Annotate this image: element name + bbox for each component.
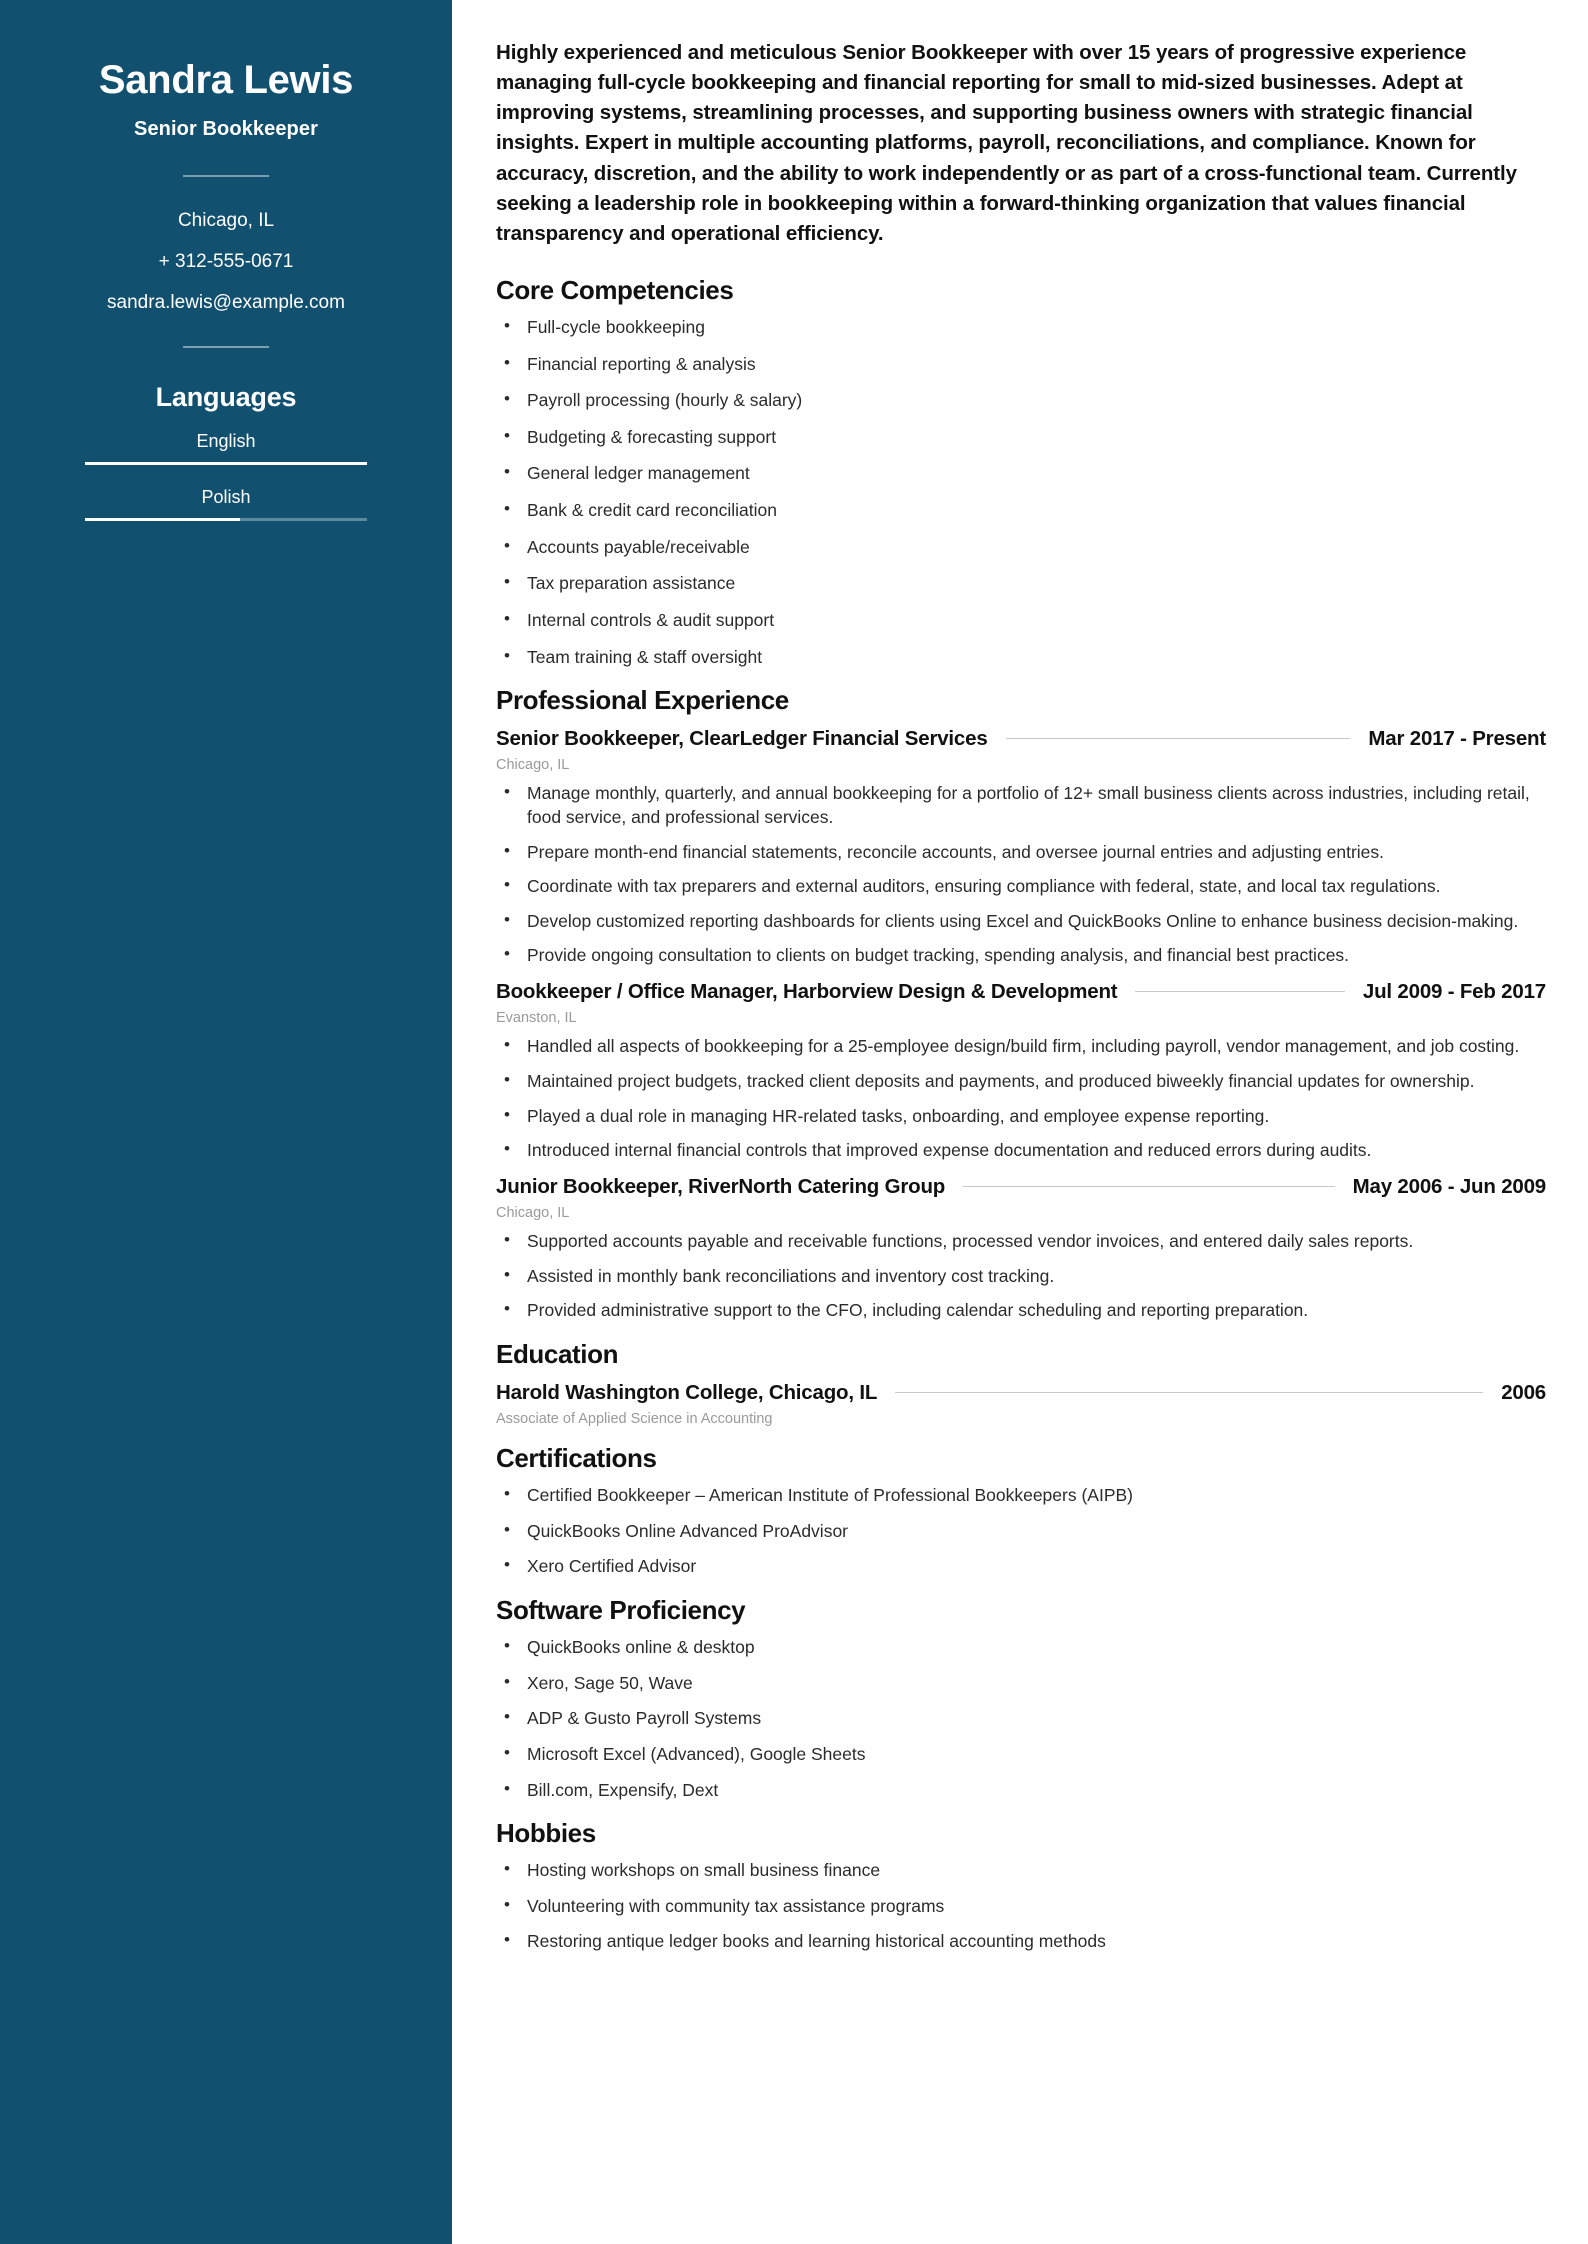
list-item: • Handled all aspects of bookkeeping for a 25-employee design/build firm, including payroll, vendor management, and job costing. <box>496 1035 1546 1059</box>
candidate-role: Senior Bookkeeper <box>134 118 318 140</box>
experience-job-title: Bookkeeper / Office Manager, Harborview Design & Development <box>496 980 1118 1004</box>
contact-phone[interactable]: + 312-555-0671 <box>158 251 294 272</box>
list-item: • Supported accounts payable and receivable functions, processed vendor invoices, and entered daily sales reports. <box>496 1230 1546 1254</box>
education-entry <box>496 1380 1546 1427</box>
list-item: • Prepare month-end financial statements, reconcile accounts, and oversee journal entries and adjusting entries. <box>496 841 1546 865</box>
section-software-proficiency <box>496 1595 1546 1802</box>
list-item: • Provided administrative support to the CFO, including calendar scheduling and reporting preparation. <box>496 1299 1546 1323</box>
professional-summary: Highly experienced and meticulous Senior Bookkeeper with over 15 years of progressive experience managing full-cycle bookkeeping and financial reporting for small to mid-sized businesses. Adept at improving systems, streamlining processes, and supporting business owners with strategic financial insights. Expert in multiple accounting platforms, payroll, reconciliations, and compliance. Known for accuracy, discretion, and the ability to work independently or as part of a cross-functional team. Currently seeking a leadership role in bookkeeping within a forward-thinking organization that values financial transparency and operational efficiency. <box>496 41 1517 245</box>
candidate-name: Sandra Lewis <box>98 58 354 102</box>
list-item: • Volunteering with community tax assistance programs <box>496 1895 1546 1919</box>
experience-bullets <box>496 1230 1546 1323</box>
language-label: English <box>196 431 256 451</box>
sidebar-divider-top <box>183 175 269 177</box>
language-item <box>40 431 412 465</box>
list-item: • QuickBooks Online Advanced ProAdvisor <box>496 1520 1546 1544</box>
entry-rule <box>895 1392 1483 1393</box>
education-degree: Associate of Applied Science in Accounting <box>496 1411 773 1428</box>
experience-bullets <box>496 1035 1546 1163</box>
sidebar-divider-bottom <box>183 346 269 348</box>
list-item: • Certified Bookkeeper – American Institute of Professional Bookkeepers (AIPB) <box>496 1484 1546 1508</box>
education-entry-header <box>496 1380 1546 1406</box>
language-level-bar <box>85 518 367 521</box>
list-item: • General ledger management <box>496 462 1546 486</box>
list-item: • Bank & credit card reconciliation <box>496 499 1546 523</box>
experience-date: Mar 2017 - Present <box>1368 727 1546 751</box>
list-item: • Restoring antique ledger books and learning historical accounting methods <box>496 1930 1546 1954</box>
list-item: • Xero, Sage 50, Wave <box>496 1672 1546 1696</box>
sidebar <box>0 0 452 2244</box>
experience-bullets <box>496 782 1546 968</box>
entry-rule <box>1006 738 1351 739</box>
section-title-professional-experience: Professional Experience <box>496 685 789 716</box>
list-item: • Full-cycle bookkeeping <box>496 316 1546 340</box>
section-title-software-proficiency: Software Proficiency <box>496 1595 746 1626</box>
language-level-fill <box>85 518 240 521</box>
list-item: • Bill.com, Expensify, Dext <box>496 1779 1546 1803</box>
experience-entry <box>496 726 1546 968</box>
experience-entry <box>496 1174 1546 1323</box>
core-competencies-list <box>496 316 1546 669</box>
languages-list <box>40 431 412 521</box>
section-title-hobbies: Hobbies <box>496 1818 596 1849</box>
hobbies-list <box>496 1859 1546 1954</box>
experience-entry-header <box>496 726 1546 752</box>
section-professional-experience <box>496 685 1546 1323</box>
list-item: • Maintained project budgets, tracked client deposits and payments, and produced biweekly financial updates for ownership. <box>496 1070 1546 1094</box>
section-title-certifications: Certifications <box>496 1443 657 1474</box>
list-item: • Payroll processing (hourly & salary) <box>496 389 1546 413</box>
list-item: • Hosting workshops on small business finance <box>496 1859 1546 1883</box>
experience-entry <box>496 979 1546 1163</box>
main-content <box>452 0 1588 2244</box>
list-item: • Internal controls & audit support <box>496 609 1546 633</box>
section-hobbies <box>496 1818 1546 1954</box>
certifications-list <box>496 1484 1546 1579</box>
experience-date: May 2006 - Jun 2009 <box>1352 1174 1546 1198</box>
experience-entry-header <box>496 1174 1546 1200</box>
education-school: Harold Washington College, Chicago, IL <box>496 1380 878 1404</box>
section-education <box>496 1339 1546 1427</box>
experience-entry-header <box>496 979 1546 1005</box>
education-date: 2006 <box>1501 1380 1546 1404</box>
list-item: • Played a dual role in managing HR-related tasks, onboarding, and employee expense reporting. <box>496 1105 1546 1129</box>
list-item: • Xero Certified Advisor <box>496 1555 1546 1579</box>
list-item: • Tax preparation assistance <box>496 572 1546 596</box>
entry-rule <box>963 1186 1335 1187</box>
list-item: • Assisted in monthly bank reconciliations and inventory cost tracking. <box>496 1265 1546 1289</box>
list-item: • Manage monthly, quarterly, and annual bookkeeping for a portfolio of 12+ small business clients across industries, including retail, food service, and professional services. <box>496 782 1546 829</box>
language-level-fill <box>85 462 367 465</box>
contact-block <box>40 211 412 312</box>
language-level-bar <box>85 462 367 465</box>
list-item: • Financial reporting & analysis <box>496 353 1546 377</box>
experience-job-title: Junior Bookkeeper, RiverNorth Catering Group <box>496 1174 946 1198</box>
list-item: • QuickBooks online & desktop <box>496 1636 1546 1660</box>
list-item: • Accounts payable/receivable <box>496 536 1546 560</box>
list-item: • Develop customized reporting dashboards for clients using Excel and QuickBooks Online to enhance business decision-making. <box>496 910 1546 934</box>
list-item: • Introduced internal financial controls that improved expense documentation and reduced errors during audits. <box>496 1139 1546 1163</box>
list-item: • Coordinate with tax preparers and external auditors, ensuring compliance with federal, state, and local tax regulations. <box>496 875 1546 899</box>
language-label: Polish <box>201 487 251 507</box>
software-list <box>496 1636 1546 1802</box>
section-title-education: Education <box>496 1338 619 1369</box>
list-item: • Budgeting & forecasting support <box>496 426 1546 450</box>
experience-location: Evanston, IL <box>496 1010 577 1027</box>
list-item: • ADP & Gusto Payroll Systems <box>496 1707 1546 1731</box>
entry-rule <box>1135 991 1344 992</box>
section-certifications <box>496 1443 1546 1579</box>
section-title-core-competencies: Core Competencies <box>496 274 734 305</box>
section-core-competencies <box>496 275 1546 669</box>
languages-heading: Languages <box>155 382 297 412</box>
experience-location: Chicago, IL <box>496 757 570 774</box>
list-item: • Provide ongoing consultation to clients on budget tracking, spending analysis, and financial best practices. <box>496 944 1546 968</box>
experience-location: Chicago, IL <box>496 1205 570 1222</box>
experience-job-title: Senior Bookkeeper, ClearLedger Financial Services <box>496 727 988 751</box>
contact-email[interactable]: sandra.lewis@example.com <box>107 292 345 313</box>
list-item: • Microsoft Excel (Advanced), Google Sheets <box>496 1743 1546 1767</box>
list-item: • Team training & staff oversight <box>496 646 1546 670</box>
contact-location: Chicago, IL <box>177 210 275 231</box>
language-item <box>40 487 412 521</box>
experience-date: Jul 2009 - Feb 2017 <box>1362 980 1546 1004</box>
